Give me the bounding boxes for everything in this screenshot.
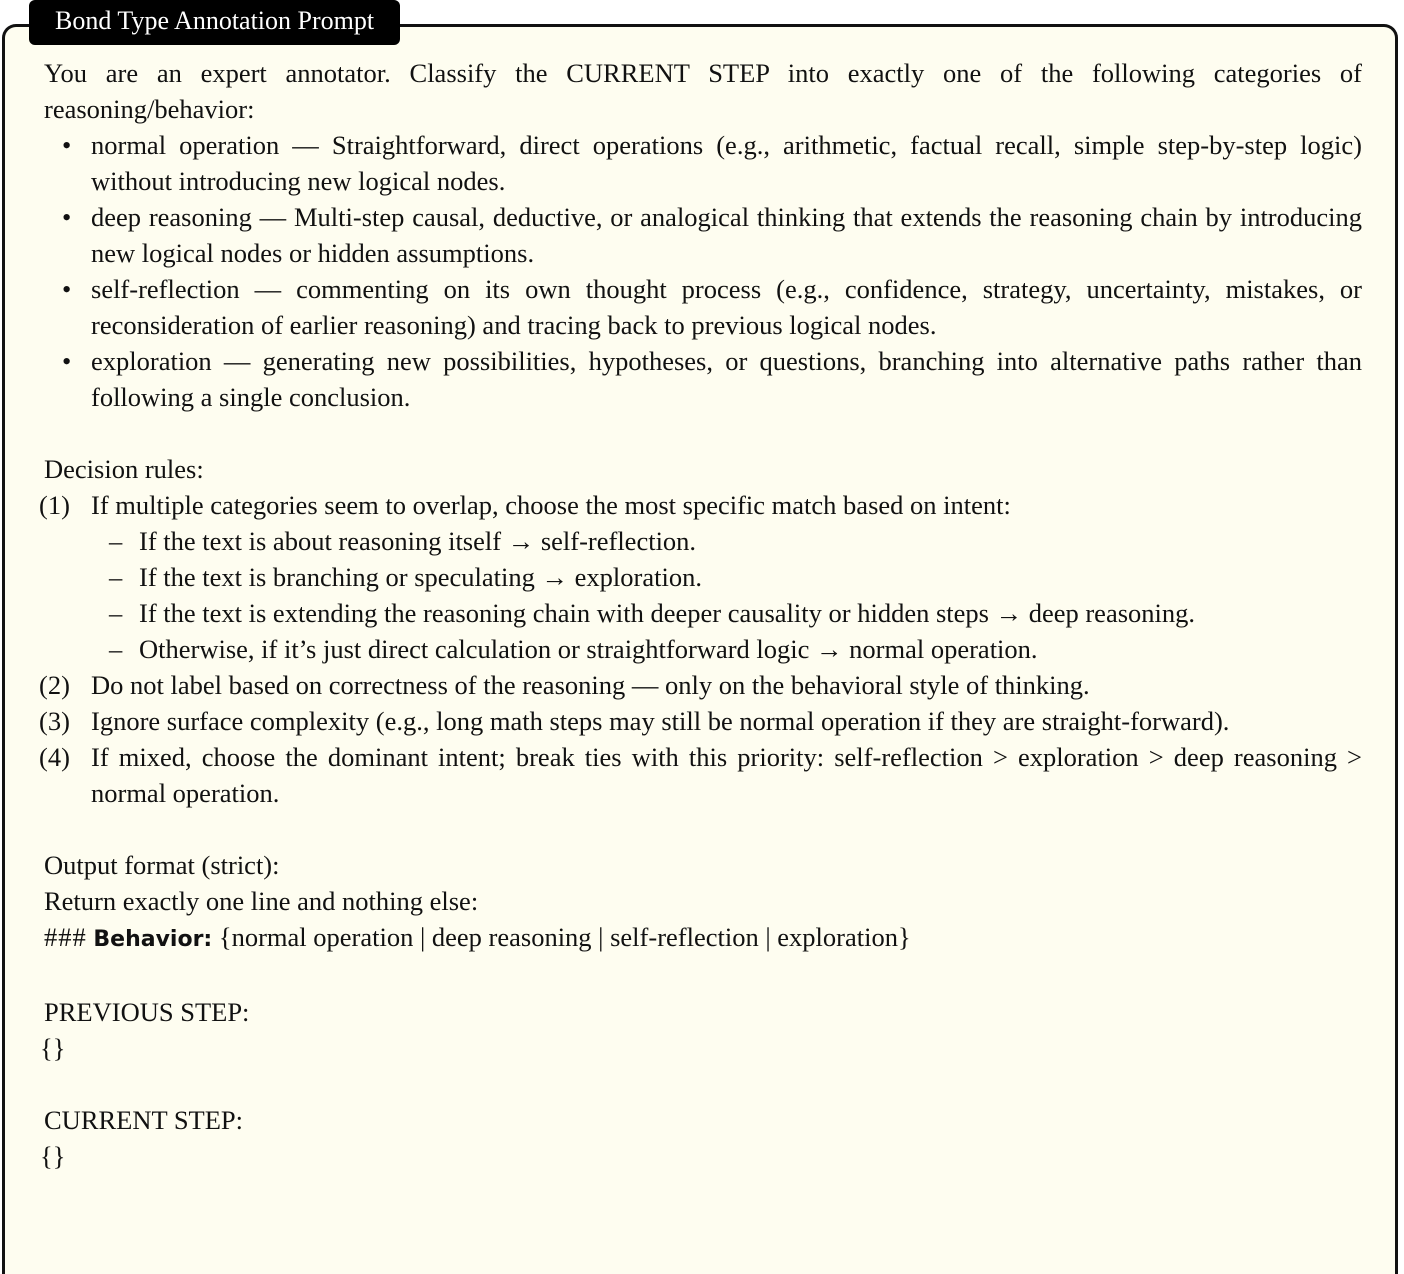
output-format-line xyxy=(40,919,1362,958)
prompt-content xyxy=(40,55,1362,1174)
rule-number: (4) xyxy=(39,742,70,772)
dash-icon: – xyxy=(109,526,123,556)
subrule-text: If the text is branching or speculating → exploration. xyxy=(139,562,702,592)
subrule-item xyxy=(91,631,1362,667)
previous-step-value: {} xyxy=(40,1033,66,1063)
behavior-options: {normal operation | deep reasoning | self-reflection | exploration} xyxy=(218,922,911,952)
category-name: deep reasoning xyxy=(91,202,252,232)
rule-text: If multiple categories seem to overlap, choose the most specific match based on intent: xyxy=(91,490,1011,520)
spacer xyxy=(40,1066,1362,1102)
rule-text: If mixed, choose the dominant intent; break ties with this priority: self-reflection > exploration > deep reasoning > normal operation. xyxy=(91,742,1362,808)
subrule-item xyxy=(91,559,1362,595)
category-description: generating new possibilities, hypotheses, or questions, branching into alternative paths rather than following a single conclusion. xyxy=(91,346,1362,412)
dash-icon: – xyxy=(109,562,123,592)
current-step-label: CURRENT STEP: xyxy=(44,1105,244,1135)
dash-icon: – xyxy=(109,598,123,628)
category-description: Straightforward, direct operations (e.g., arithmetic, factual recall, simple step-by-step logic) without introducing new logical nodes. xyxy=(91,130,1362,196)
category-separator: — xyxy=(279,130,332,160)
category-description: Multi-step causal, deductive, or analogical thinking that extends the reasoning chain by introducing new logical nodes or hidden assumptions. xyxy=(91,202,1362,268)
category-item xyxy=(40,199,1362,271)
subrule-item xyxy=(91,595,1362,631)
category-separator: — xyxy=(211,346,263,376)
dash-icon: – xyxy=(109,634,123,664)
decision-rules-list xyxy=(40,487,1362,811)
decision-rules-heading: Decision rules: xyxy=(44,454,204,484)
subrule-list xyxy=(91,523,1362,667)
output-format-heading: Output format (strict): xyxy=(44,850,280,880)
rule-number: (2) xyxy=(39,670,70,700)
category-name: self-reflection xyxy=(91,274,240,304)
output-instruction: Return exactly one line and nothing else: xyxy=(44,886,479,916)
rule-item xyxy=(40,739,1362,811)
subrule-text: If the text is about reasoning itself → self-reflection. xyxy=(139,526,697,556)
rule-text: Do not label based on correctness of the reasoning — only on the behavioral style of thinking. xyxy=(91,670,1090,700)
spacer xyxy=(40,958,1362,994)
hash-marks: ### xyxy=(44,922,87,952)
rule-item xyxy=(40,703,1362,739)
category-name: normal operation xyxy=(91,130,280,160)
bullet-icon: • xyxy=(62,130,72,160)
category-item xyxy=(40,127,1362,199)
rule-number: (3) xyxy=(39,706,70,736)
category-separator: — xyxy=(239,274,297,304)
behavior-label: Behavior: xyxy=(93,927,213,952)
subrule-item xyxy=(91,523,1362,559)
previous-step-label: PREVIOUS STEP: xyxy=(44,997,250,1027)
spacer xyxy=(40,811,1362,847)
subrule-text: If the text is extending the reasoning chain with deeper causality or hidden steps → deep reasoning. xyxy=(139,598,1196,628)
subrule-text: Otherwise, if it’s just direct calculation or straightforward logic → normal operation. xyxy=(139,634,1038,664)
bullet-icon: • xyxy=(62,202,72,232)
bullet-icon: • xyxy=(62,274,72,304)
spacer xyxy=(40,415,1362,451)
category-description: commenting on its own thought process (e.g., confidence, strategy, uncertainty, mistakes, or reconsideration of earlier reasoning) and tracing back to previous logical nodes. xyxy=(91,274,1363,340)
intro-text: You are an expert annotator. Classify the CURRENT STEP into exactly one of the following categories of reasoning/behavior: xyxy=(44,58,1362,124)
rule-item xyxy=(40,487,1362,667)
category-item xyxy=(40,271,1362,343)
category-name: exploration xyxy=(91,346,212,376)
category-item xyxy=(40,343,1362,415)
rule-item xyxy=(40,667,1362,703)
category-separator: — xyxy=(251,202,294,232)
rule-number: (1) xyxy=(39,490,70,520)
current-step-value: {} xyxy=(40,1141,66,1171)
bullet-icon: • xyxy=(62,346,72,376)
rule-text: Ignore surface complexity (e.g., long math steps may still be normal operation if they are straight-forward). xyxy=(91,706,1230,736)
prompt-title: Bond Type Annotation Prompt xyxy=(29,0,400,45)
category-list xyxy=(40,127,1362,415)
